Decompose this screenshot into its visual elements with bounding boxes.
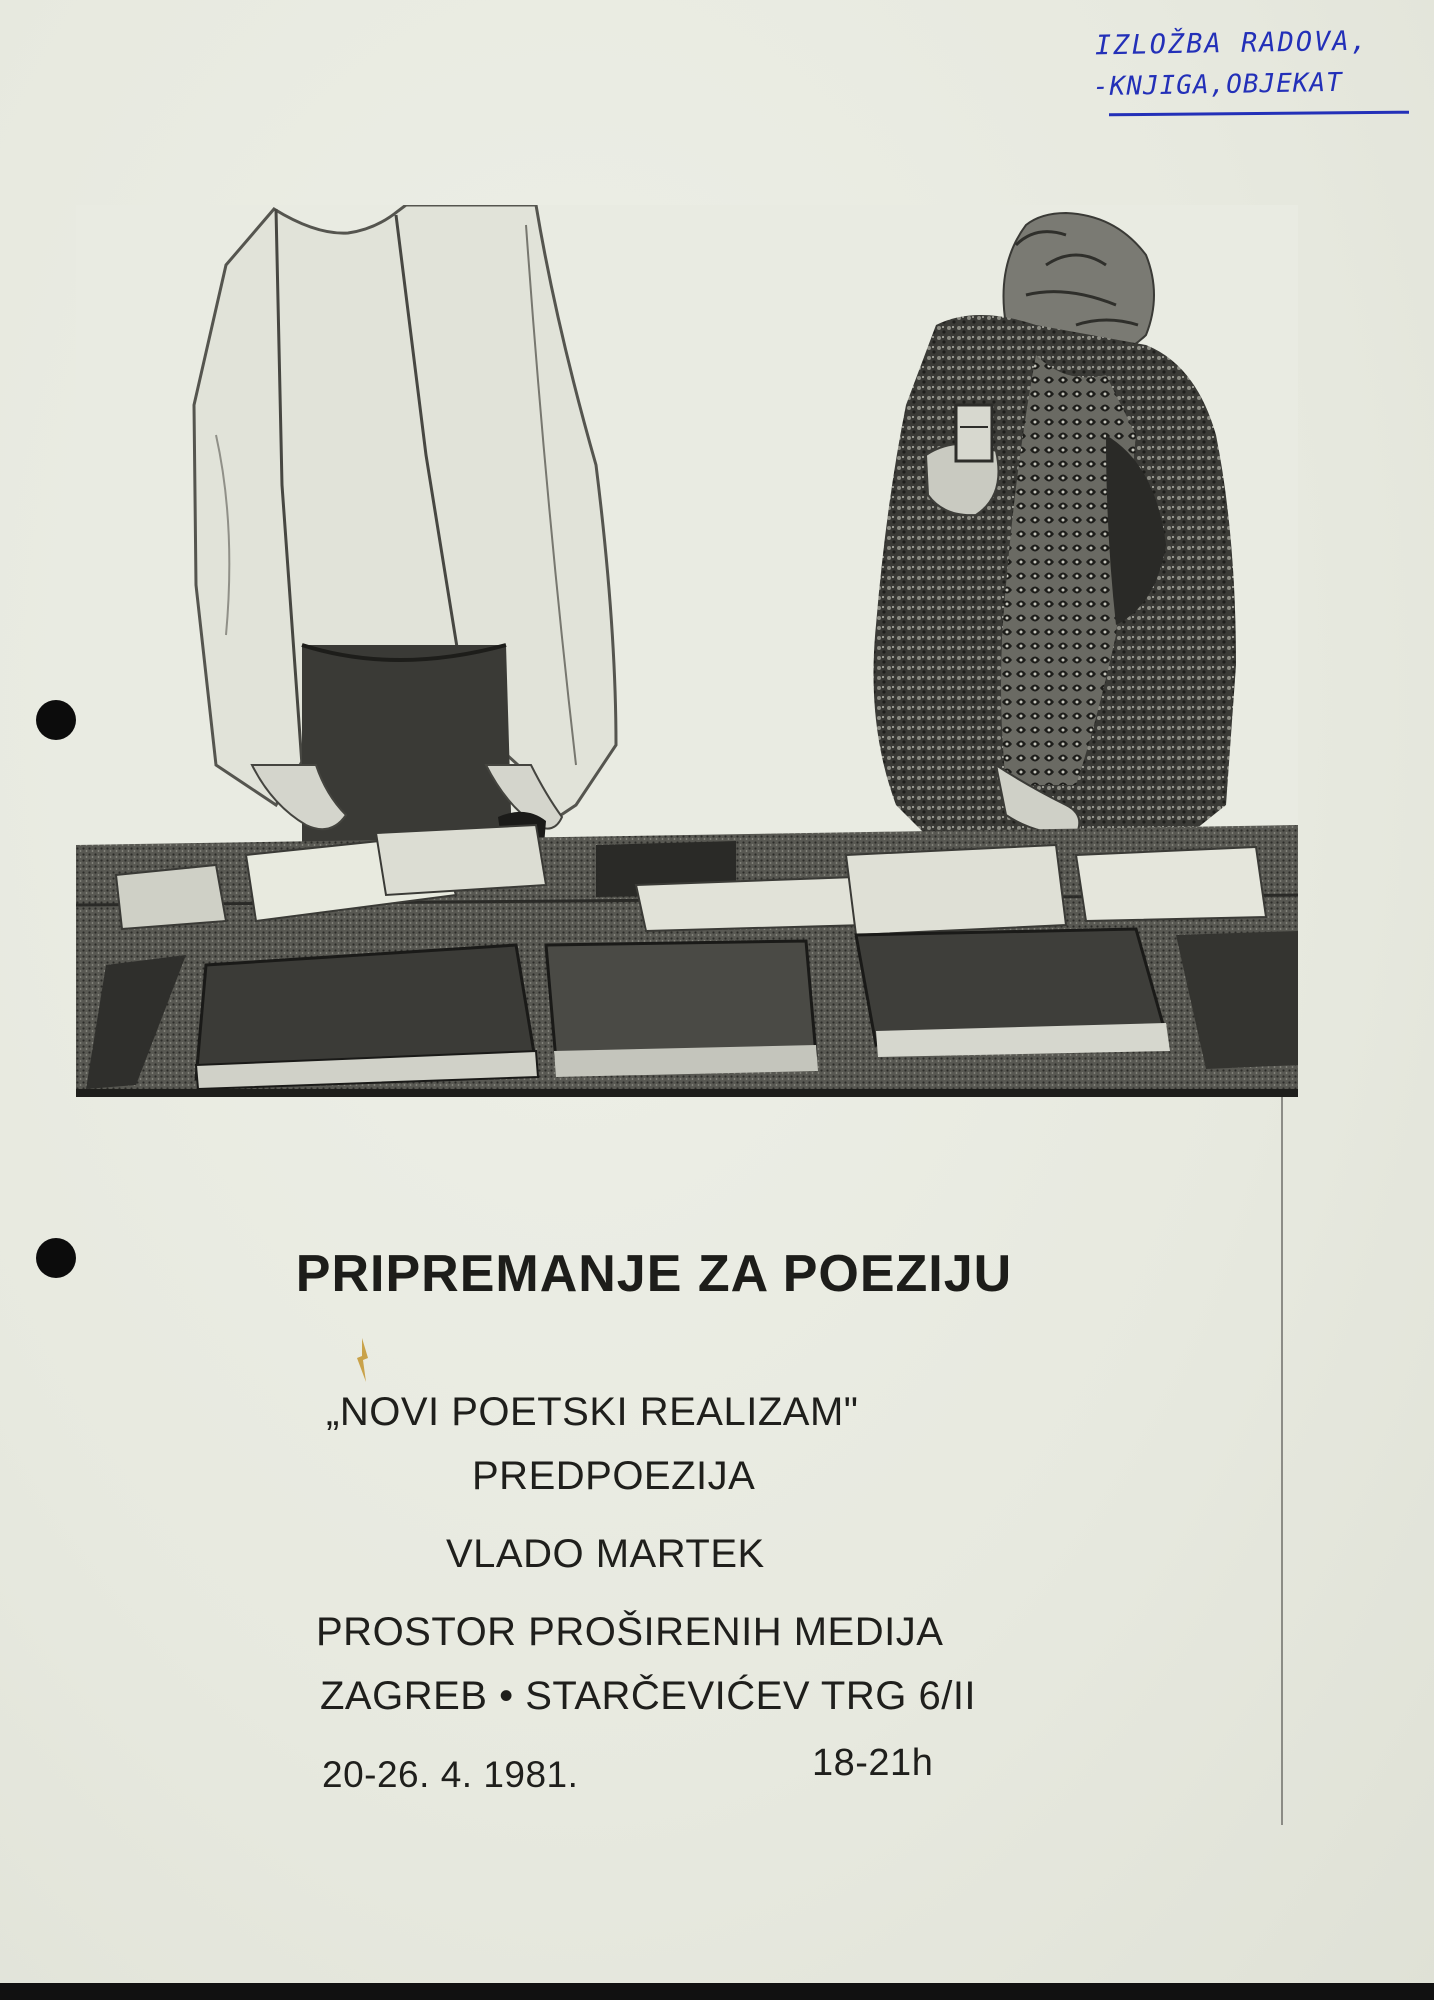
exhibition-photo <box>76 205 1298 1097</box>
ink-mark <box>354 1338 370 1382</box>
handwritten-note-line-1: IZLOŽBA RADOVA, <box>1094 25 1370 62</box>
venue-name: PROSTOR PROŠIRENIH MEDIJA <box>316 1610 944 1654</box>
predpoezija-line: PREDPOEZIJA <box>472 1454 756 1498</box>
scan-edge <box>0 1983 1434 2000</box>
subtitle-line: „NOVI POETSKI REALIZAM" <box>326 1390 859 1434</box>
artist-name: VLADO MARTEK <box>446 1532 765 1576</box>
handwritten-note-line-2: -KNJIGA,OBJEKAT <box>1092 67 1344 103</box>
exhibition-hours: 18-21h <box>812 1742 934 1784</box>
poster-title: PRIPREMANJE ZA POEZIJU <box>295 1245 1013 1303</box>
handwritten-note <box>1075 20 1425 130</box>
venue-address: ZAGREB • STARČEVIĆEV TRG 6/II <box>320 1674 977 1718</box>
exhibition-dates: 20-26. 4. 1981. <box>322 1754 579 1795</box>
punch-hole-top <box>36 700 76 740</box>
handwritten-underline <box>1109 111 1409 117</box>
